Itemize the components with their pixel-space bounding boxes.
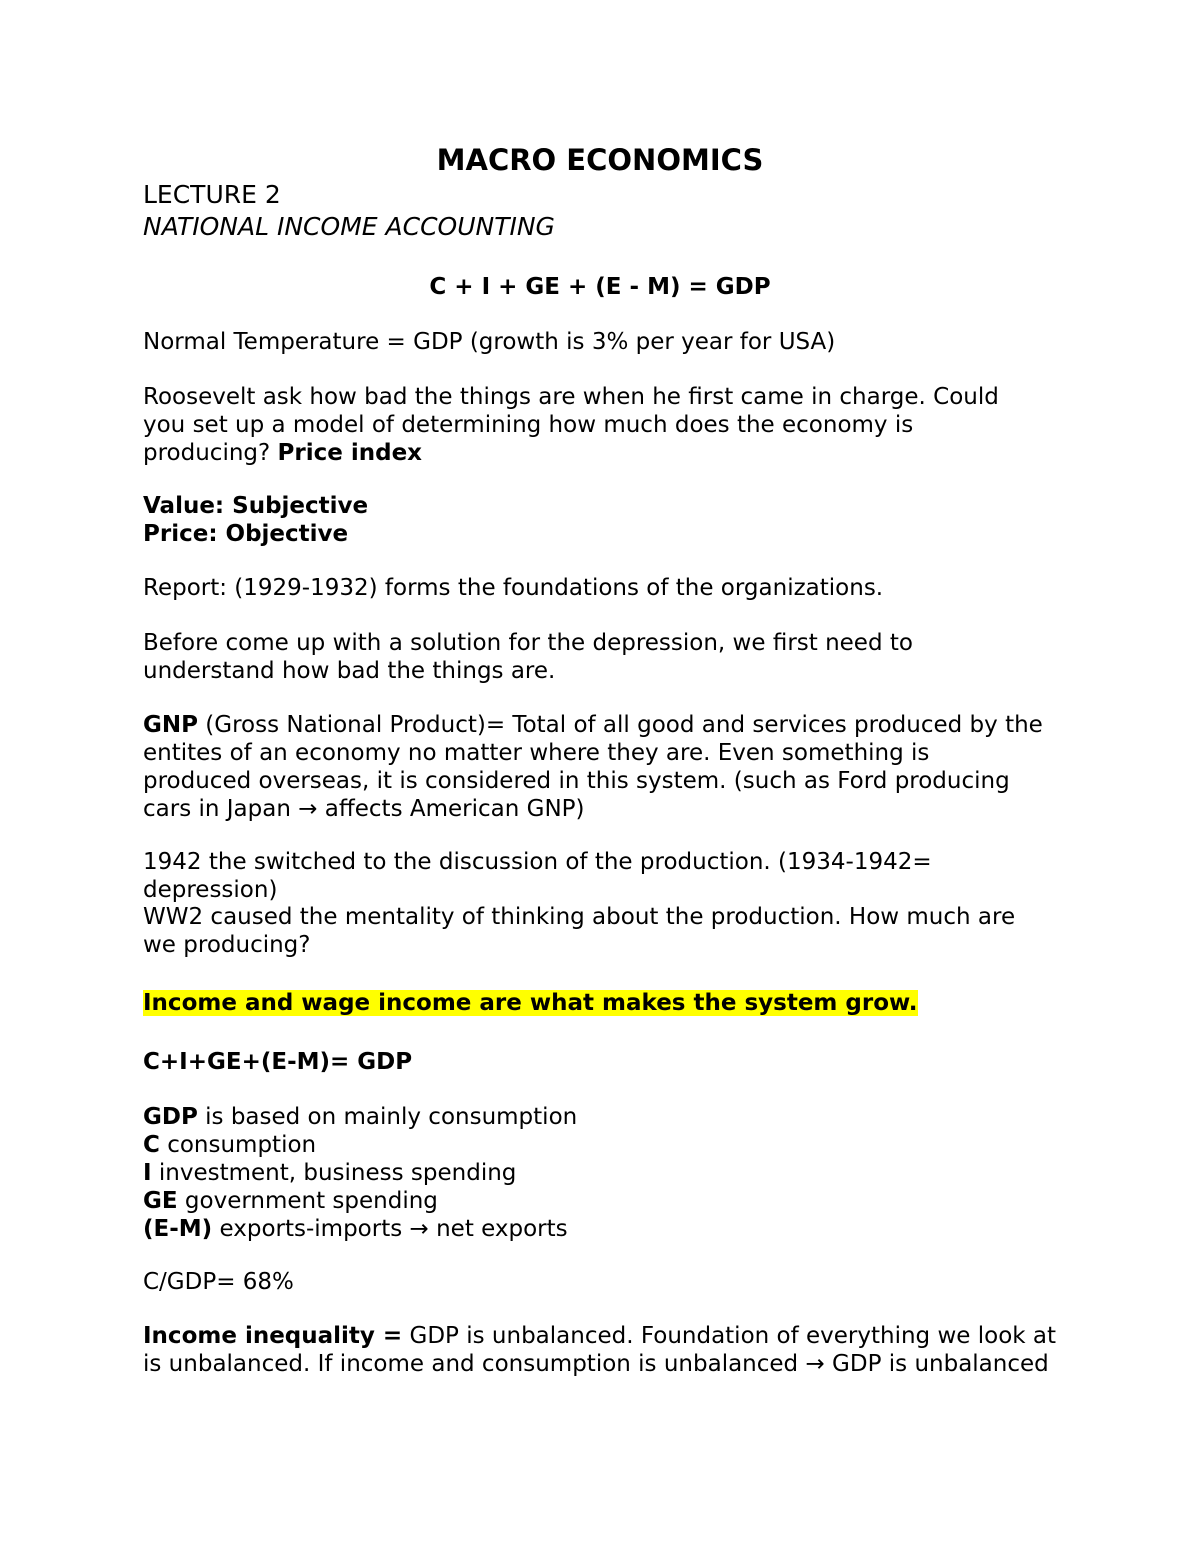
year-1942-paragraph: 1942 the switched to the discussion of the production. (1934-1942= depression) [143,849,932,903]
terms-list [143,1103,1063,1243]
report-line: Report: (1929-1932) forms the foundations of the organizations. [143,575,884,601]
highlighted-text: Income and wage income are what makes the system grow. [143,990,918,1016]
gnp-text: (Gross National Product)= Total of all good and services produced by the entites of an economy no matter where they are. Even something is produced overseas, it is considered in this system. (such as Ford producing cars in Japan → affects American GNP) [143,712,1043,822]
lecture-subtitle: NATIONAL INCOME ACCOUNTING [143,212,555,241]
term-gdp: GDP is based on mainly consumption [143,1104,578,1130]
price-index: Price index [277,440,423,466]
highlight-line [143,989,918,1017]
roosevelt-text: Roosevelt ask how bad the things are when he first came in charge. Could you set up a model of determining how much does the economy is producing? [143,384,999,466]
title-wrap [0,140,1200,180]
lecture-label: LECTURE 2 [143,180,281,209]
term-ge: GE government spending [143,1188,438,1214]
ww2-paragraph: WW2 caused the mentality of thinking about the production. How much are we producing? [143,904,1016,958]
gnp-paragraph [143,711,1043,823]
before-paragraph: Before come up with a solution for the depression, we first need to understand how bad the things are. [143,630,913,684]
formula-main: C + I + GE + (E - M) = GDP [429,274,771,300]
inequality-term: Income inequality = [143,1323,403,1349]
consumption-ratio: C/GDP= 68% [143,1269,294,1295]
inequality-text: GDP is unbalanced. Foundation of everything we look at is unbalanced. If income and consumption is unbalanced → GDP is unbalanced [143,1323,1057,1377]
term-em: (E-M) exports-imports → net exports [143,1216,568,1242]
value-line: Value: Subjective [143,493,369,519]
inequality-paragraph [143,1322,1058,1378]
price-line: Price: Objective [143,521,349,547]
roosevelt-paragraph [143,383,1038,467]
normal-temperature: Normal Temperature = GDP (growth is 3% per year for USA) [143,329,836,355]
term-c: C consumption [143,1132,317,1158]
formula-repeat: C+I+GE+(E-M)= GDP [143,1049,413,1075]
document-title: MACRO ECONOMICS [436,143,764,177]
term-i: I investment, business spending [143,1160,517,1186]
gnp-term: GNP [143,712,198,738]
